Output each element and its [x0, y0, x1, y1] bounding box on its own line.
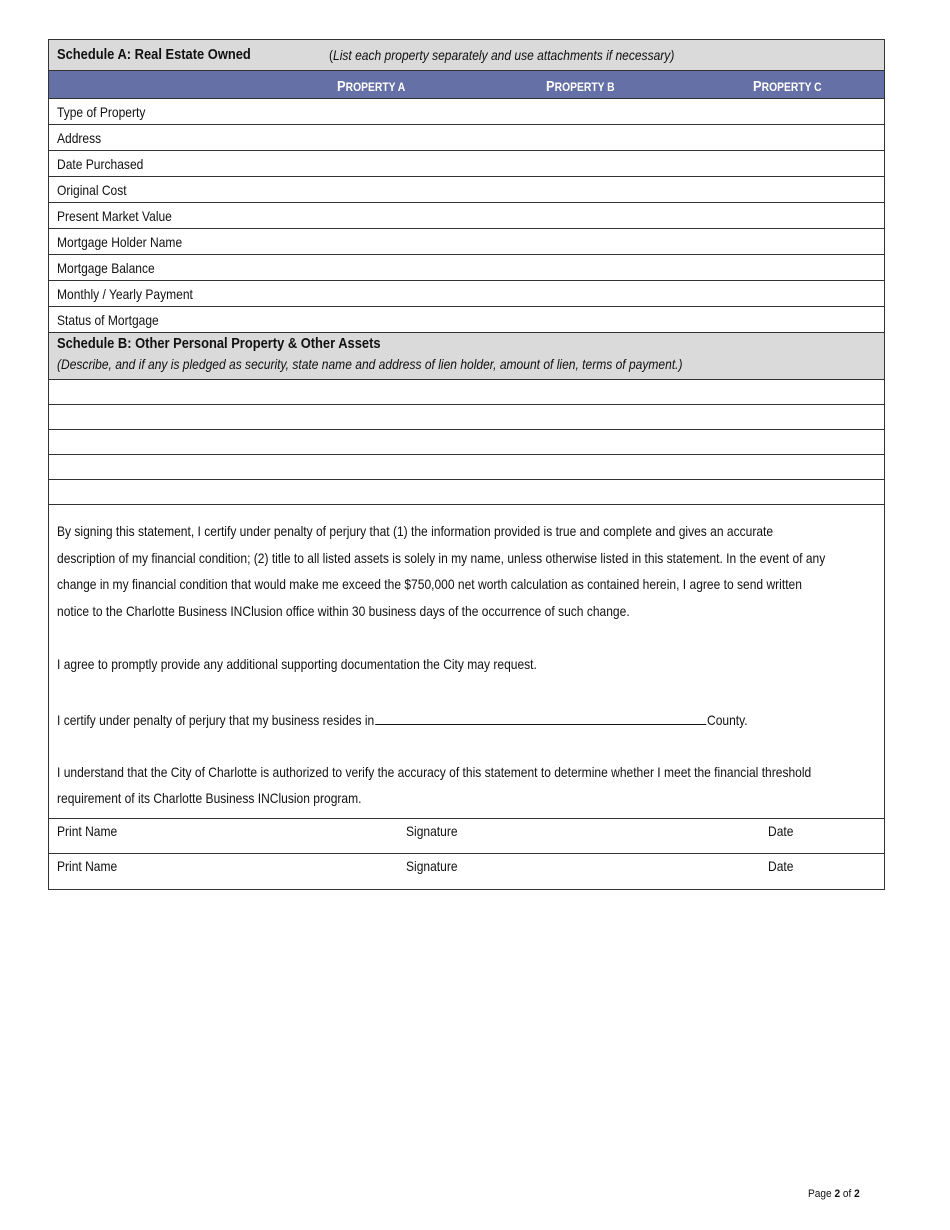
row-label: Mortgage Balance [57, 260, 155, 276]
of-word: of [842, 1188, 852, 1200]
asset-entry-row[interactable] [49, 430, 884, 455]
county-suffix-text: County. [707, 712, 748, 728]
certification-text: description of my financial condition; (2) title to all listed assets is solely in my name, unless otherwise listed in this statement. In the event of any [57, 550, 826, 566]
page-number [808, 1188, 864, 1200]
row-label: Monthly / Yearly Payment [57, 286, 193, 302]
row-label: Address [57, 130, 102, 146]
column-property-a: PROPERTY A [337, 78, 406, 95]
certification-text: change in my financial condition that would make me exceed the $750,000 net worth calculation as contained herein, I agree to send written [57, 576, 802, 592]
row-label: Date Purchased [57, 156, 144, 172]
signature-label: Signature [406, 858, 458, 874]
property-row-type[interactable] [49, 99, 884, 125]
property-row-address[interactable] [49, 125, 884, 151]
asset-entry-row[interactable] [49, 480, 884, 505]
page-word: Page [808, 1188, 832, 1200]
asset-entry-row[interactable] [49, 405, 884, 430]
schedule-b-subtitle: (Describe, and if any is pledged as security, state name and address of lien holder, amount of lien, terms of payment.) [57, 356, 683, 372]
financial-statement-form [48, 39, 885, 890]
row-label: Type of Property [57, 104, 146, 120]
property-row-original-cost[interactable] [49, 177, 884, 203]
total-pages: 2 [854, 1188, 860, 1200]
column-property-b: PROPERTY B [546, 78, 615, 95]
column-property-c: PROPERTY C [753, 78, 822, 95]
date-label: Date [768, 823, 794, 839]
schedule-a-note-paren: ( [329, 47, 334, 63]
print-name-label: Print Name [57, 823, 118, 839]
current-page: 2 [834, 1188, 841, 1200]
property-row-mortgage-holder[interactable] [49, 229, 884, 255]
documentation-text: I agree to promptly provide any additional supporting documentation the City may request. [57, 656, 537, 672]
property-row-mortgage-status[interactable] [49, 307, 884, 333]
county-prefix-text: I certify under penalty of perjury that my business resides in [57, 712, 375, 728]
row-label: Status of Mortgage [57, 312, 159, 328]
property-row-mortgage-balance[interactable] [49, 255, 884, 281]
property-row-payment[interactable] [49, 281, 884, 307]
schedule-b-header [49, 333, 884, 380]
row-label: Present Market Value [57, 208, 172, 224]
property-row-date-purchased[interactable] [49, 151, 884, 177]
certification-text: notice to the Charlotte Business INClusion office within 30 business days of the occurrence of such change. [57, 603, 630, 619]
asset-entry-row[interactable] [49, 455, 884, 480]
row-label: Original Cost [57, 182, 127, 198]
schedule-b-title: Schedule B: Other Personal Property & Other Assets [57, 335, 381, 352]
date-label: Date [768, 858, 794, 874]
schedule-a-header [49, 40, 884, 71]
property-row-market-value[interactable] [49, 203, 884, 229]
verification-text: I understand that the City of Charlotte is authorized to verify the accuracy of this statement to determine whether I meet the financial threshold [57, 764, 812, 780]
certification-section [49, 505, 884, 819]
row-label: Mortgage Holder Name [57, 234, 183, 250]
property-columns-header [49, 71, 884, 99]
signature-row[interactable] [49, 819, 884, 854]
signature-label: Signature [406, 823, 458, 839]
print-name-label: Print Name [57, 858, 118, 874]
certification-text: By signing this statement, I certify under penalty of perjury that (1) the information provided is true and complete and gives an accurate [57, 523, 774, 539]
asset-entry-row[interactable] [49, 380, 884, 405]
schedule-a-note: List each property separately and use attachments if necessary) [333, 47, 675, 63]
verification-text: requirement of its Charlotte Business INClusion program. [57, 790, 362, 806]
schedule-a-title: Schedule A: Real Estate Owned [57, 46, 251, 63]
county-blank-line[interactable] [375, 710, 706, 725]
signature-row[interactable] [49, 854, 884, 889]
